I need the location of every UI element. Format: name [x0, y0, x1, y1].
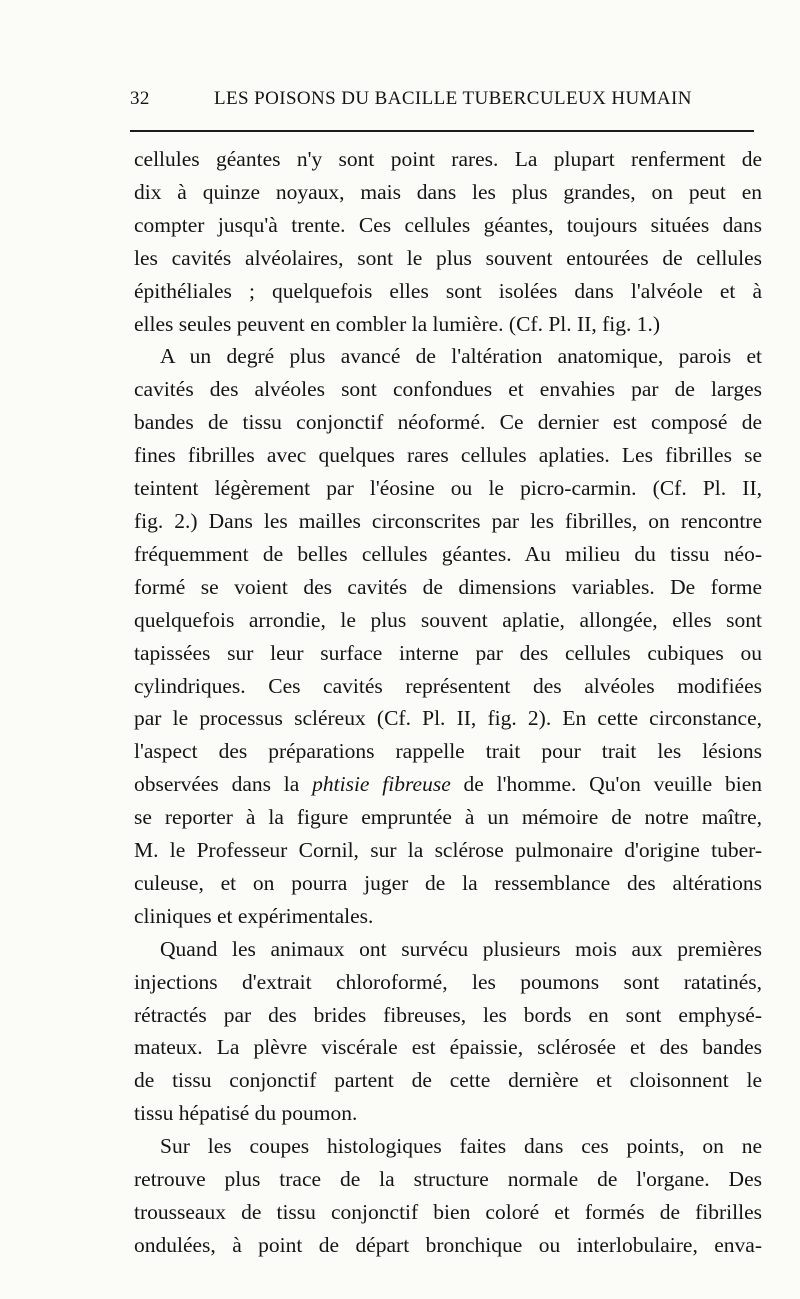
- text-line: cliniques et expérimentales.: [134, 903, 374, 928]
- running-title: LES POISONS DU BACILLE TUBERCULEUX HUMAIN: [214, 88, 692, 109]
- text-line: Sur les coupes histologiques faites dans ces points, on ne: [160, 1134, 762, 1159]
- text-line: cavités des alvéoles sont confondues et envahies par de larges: [134, 377, 762, 402]
- text-line: fig. 2.) Dans les mailles circonscrites par les fibrilles, on rencontre: [134, 508, 762, 533]
- text-line: quelquefois arrondie, le plus souvent aplatie, allongée, elles sont: [134, 607, 762, 632]
- text-line: retrouve plus trace de la structure normale de l'organe. Des: [134, 1167, 762, 1192]
- text-line: culeuse, et on pourra juger de la ressemblance des altérations: [134, 870, 762, 895]
- text-line: épithéliales ; quelquefois elles sont isolées dans l'alvéole et à: [134, 278, 762, 303]
- text-line: compter jusqu'à trente. Ces cellules géantes, toujours situées dans: [134, 212, 762, 237]
- text-line: fréquemment de belles cellules géantes. Au milieu du tissu néo-: [134, 541, 762, 566]
- text-line: bandes de tissu conjonctif néoformé. Ce dernier est composé de: [134, 410, 762, 435]
- text-line: injections d'extrait chloroformé, les poumons sont ratatinés,: [134, 969, 762, 994]
- page-header: [130, 86, 762, 116]
- text-line: tapissées sur leur surface interne par des cellules cubiques ou: [134, 640, 762, 665]
- text-line: trousseaux de tissu conjonctif bien coloré et formés de fibrilles: [134, 1200, 762, 1224]
- text-line: Quand les animaux ont survécu plusieurs mois aux premières: [160, 936, 762, 961]
- text-line: par le processus scléreux (Cf. Pl. II, fig. 2). En cette circonstance,: [134, 706, 762, 731]
- text-line: se reporter à la figure empruntée à un mémoire de notre maître,: [134, 805, 762, 830]
- text-line: les cavités alvéolaires, sont le plus souvent entourées de cellules: [134, 245, 762, 270]
- text-line: ondulées, à point de départ bronchique ou interlobulaire, enva-: [134, 1232, 762, 1257]
- paragraph-1: [134, 143, 762, 340]
- text-line: M. le Professeur Cornil, sur la sclérose pulmonaire d'origine tuber-: [134, 838, 762, 863]
- body-text: [134, 143, 762, 1262]
- text-line: rétractés par des brides fibreuses, les bords en sont emphysé-: [134, 1002, 762, 1027]
- text-line: tissu hépatisé du poumon.: [134, 1101, 358, 1126]
- text-segment: observées dans la: [134, 772, 313, 797]
- text-line: dix à quinze noyaux, mais dans les plus grandes, on peut en: [134, 179, 762, 204]
- text-line: de tissu conjonctif partent de cette dernière et cloisonnent le: [134, 1068, 762, 1093]
- text-line: fines fibrilles avec quelques rares cellules aplaties. Les fibrilles se: [134, 443, 762, 468]
- text-line: elles seules peuvent en combler la lumière. (Cf. Pl. II, fig. 1.): [134, 311, 660, 336]
- italic-term: phtisie fibreuse: [312, 772, 451, 797]
- text-line: formé se voient des cavités de dimensions variables. De forme: [134, 574, 762, 599]
- text-line: teintent légèrement par l'éosine ou le picro-carmin. (Cf. Pl. II,: [134, 476, 762, 501]
- paragraph-4: [134, 1130, 762, 1262]
- text-line: cellules géantes n'y sont point rares. La plupart renferment de: [134, 147, 762, 171]
- text-line: mateux. La plèvre viscérale est épaissie, sclérosée et des bandes: [134, 1035, 762, 1060]
- page-number: 32: [130, 88, 150, 109]
- paragraph-2: [134, 340, 762, 932]
- header-rule: [130, 130, 754, 132]
- text-line-with-italic: [134, 768, 762, 801]
- text-line: cylindriques. Ces cavités représentent des alvéoles modifiées: [134, 673, 762, 698]
- text-segment: de l'homme. Qu'on veuille bien: [450, 772, 762, 797]
- text-line: l'aspect des préparations rappelle trait pour trait les lésions: [134, 739, 762, 764]
- paragraph-3: [134, 933, 762, 1130]
- text-line: A un degré plus avancé de l'altération anatomique, parois et: [160, 344, 762, 369]
